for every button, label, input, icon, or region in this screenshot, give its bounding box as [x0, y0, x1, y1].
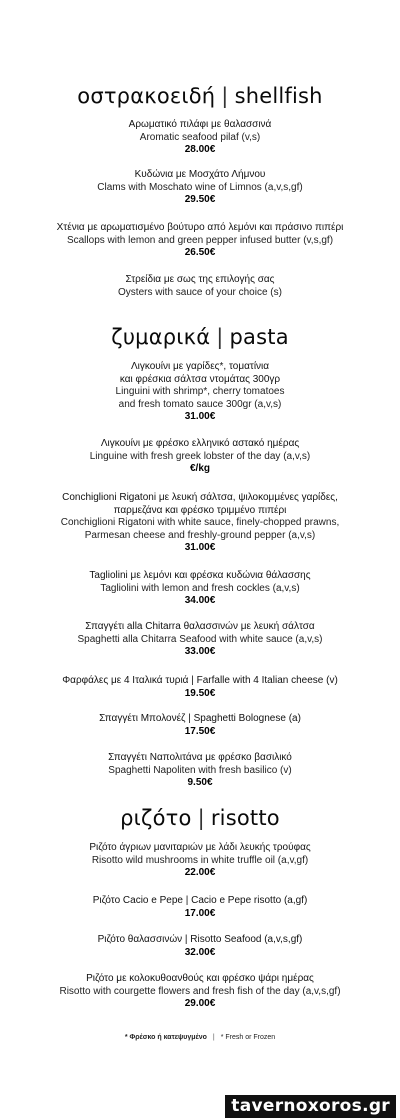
item-name-english: Linguini with shrimp*, cherry tomatoes	[115, 386, 285, 397]
item-price: 33.00€	[184, 646, 216, 657]
item-name-english: Oysters with sauce of your choice (s)	[118, 286, 282, 298]
item-name-greek: Στρείδια με σως της επιλογής σας	[125, 274, 275, 285]
item-price: 31.00€	[184, 542, 216, 553]
menu-item	[0, 222, 400, 260]
item-name-greek: Conchiglioni Rigatoni με λευκή σάλτσα, ψιλοκομμένες γαρίδες,	[62, 492, 338, 503]
footnote	[0, 1034, 400, 1041]
item-price: 29.00€	[184, 998, 216, 1009]
item-name-greek: Ριζότο με κολοκυθοανθούς και φρέσκο ψάρι ημέρας	[86, 973, 314, 984]
item-price: €/kg	[189, 463, 210, 474]
title-separator: |	[197, 806, 205, 830]
item-name-english: Risotto wild mushrooms in white truffle oil (a,v,gf)	[91, 854, 309, 866]
item-price: 22.00€	[184, 867, 216, 878]
item-name-greek: Ριζότο άγριων μανιταριών με λάδι λευκής τρούφας	[89, 842, 311, 853]
footnote-separator: |	[212, 1034, 215, 1041]
site-watermark: tavernoxoros.gr	[225, 1095, 396, 1118]
menu-item	[0, 752, 400, 790]
section-title	[0, 806, 400, 830]
section-title-greek: οστρακοειδή	[77, 84, 216, 108]
item-price: 31.00€	[184, 411, 216, 422]
item-name-greek: Λιγκουίνι με φρέσκο ελληνικό αστακό ημέρας	[100, 438, 300, 449]
menu-item	[0, 438, 400, 476]
section-title-english: risotto	[210, 806, 280, 830]
footnote-greek: * Φρέσκο ή κατεψυγμένο	[124, 1034, 207, 1041]
item-price: 28.00€	[184, 144, 216, 155]
item-name-greek: Κυδώνια με Μοσχάτο Λήμνου	[134, 169, 266, 180]
menu-item	[0, 675, 400, 700]
title-separator: |	[216, 325, 224, 349]
item-name-english: Spaghetti Napoliten with fresh basilico (v)	[108, 764, 292, 776]
menu-item	[0, 934, 400, 959]
item-name-english: Conchiglioni Rigatoni with white sauce, finely-chopped prawns,	[60, 517, 340, 528]
item-name-greek: Χτένια με αρωματισμένο βούτυρο από λεμόνι και πράσινο πιπέρι	[56, 222, 344, 233]
menu-item	[0, 621, 400, 659]
item-name-english: and fresh tomato sauce 300gr (a,v,s)	[118, 398, 282, 410]
item-name-greek: Σπαγγέτι Ναπολιτάνα με φρέσκο βασιλικό	[108, 752, 292, 763]
menu-item	[0, 713, 400, 738]
item-name-bilingual: Σπαγγέτι Μπολονέζ | Spaghetti Bolognese (a)	[99, 713, 301, 724]
menu-item	[0, 973, 400, 1011]
item-price: 34.00€	[184, 595, 216, 606]
item-name-english: Clams with Moschato wine of Limnos (a,v,s,gf)	[97, 181, 303, 193]
item-name-english: Linguine with fresh greek lobster of the day (a,v,s)	[89, 450, 311, 462]
item-price: 29.50€	[184, 194, 216, 205]
item-name-greek: παρμεζάνα και φρέσκο τριμμένο πιπέρι	[113, 504, 287, 516]
menu-item	[0, 842, 400, 880]
item-name-english: Spaghetti alla Chitarra Seafood with white sauce (a,v,s)	[77, 633, 323, 645]
item-name-greek: Λιγκουίνι με γαρίδες*, τοματίνια	[130, 361, 270, 372]
section-title-english: shellfish	[234, 84, 323, 108]
section-title	[0, 84, 400, 108]
item-name-bilingual: Ριζότο Cacio e Pepe | Cacio e Pepe risotto (a,gf)	[92, 895, 308, 906]
item-price: 26.50€	[184, 247, 216, 258]
item-price: 17.00€	[184, 907, 216, 919]
footnote-english: * Fresh or Frozen	[220, 1034, 276, 1041]
section-title-greek: ζυμαρικά	[111, 325, 211, 349]
item-name-greek: Σπαγγέτι alla Chitarra θαλασσινών με λευκή σάλτσα	[85, 621, 315, 632]
menu-item	[0, 361, 400, 424]
section-title-greek: ριζότο	[120, 806, 192, 830]
item-name-bilingual: Ριζότο θαλασσινών | Risotto Seafood (a,v,s,gf)	[97, 934, 303, 945]
item-name-english: Aromatic seafood pilaf (v,s)	[139, 131, 261, 143]
item-price: 9.50€	[187, 777, 213, 788]
item-name-english: Risotto with courgette flowers and fresh fish of the day (a,v,s,gf)	[59, 985, 341, 997]
item-name-greek: Αρωματικό πιλάφι με θαλασσινά	[128, 119, 272, 130]
item-name-greek: και φρέσκια σάλτσα ντομάτας 300γρ	[119, 373, 281, 385]
item-name-english: Parmesan cheese and freshly-ground pepper (a,v,s)	[84, 529, 316, 541]
title-separator: |	[221, 84, 229, 108]
item-name-bilingual: Φαρφάλες με 4 Ιταλικά τυριά | Farfalle with 4 Italian cheese (v)	[62, 675, 338, 686]
item-name-english: Scallops with lemon and green pepper infused butter (v,s,gf)	[66, 234, 334, 246]
menu-item	[0, 119, 400, 157]
menu-item	[0, 570, 400, 608]
section-shellfish	[0, 84, 400, 108]
section-pasta	[0, 325, 400, 349]
menu-item	[0, 492, 400, 555]
menu-item	[0, 169, 400, 207]
menu-item	[0, 895, 400, 920]
section-risotto	[0, 806, 400, 830]
section-title-english: pasta	[229, 325, 289, 349]
section-title	[0, 325, 400, 349]
item-name-english: Tagliolini with lemon and fresh cockles (a,v,s)	[100, 582, 300, 594]
menu-item	[0, 274, 400, 299]
item-price: 17.50€	[184, 725, 216, 737]
item-price: 32.00€	[184, 946, 216, 958]
item-price: 19.50€	[184, 687, 216, 699]
item-name-greek: Tagliolini με λεμόνι και φρέσκα κυδώνια θάλασσης	[89, 570, 311, 581]
